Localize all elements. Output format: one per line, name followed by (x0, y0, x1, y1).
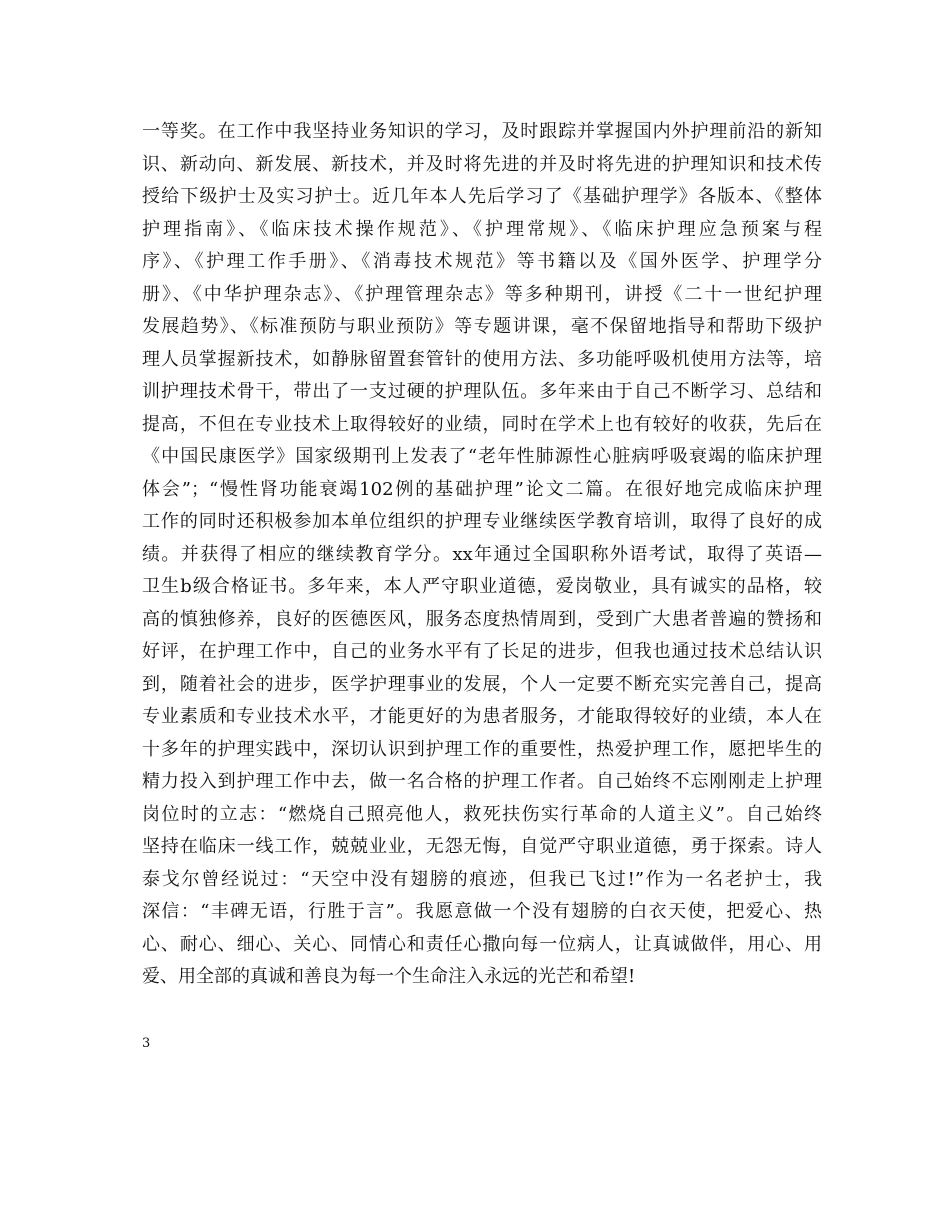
text-line: 理人员掌握新技术，如静脉留置套管针的使用方法、多功能呼吸机使用方法等，培 (142, 348, 822, 370)
text-line: 高的慎独修养，良好的医德医风，服务态度热情周到，受到广大患者普遍的赞扬和 (142, 608, 822, 630)
text-line: 绩。并获得了相应的继续教育学分。xx年通过全国职称外语考试，取得了英语— (142, 543, 822, 565)
text-line: 卫生b级合格证书。多年来，本人严守职业道德，爱岗敬业，具有诚实的品格，较 (142, 576, 822, 597)
page-number: 3 (142, 1036, 151, 1051)
text-line: 十多年的护理实践中，深切认识到护理工作的重要性，热爱护理工作，愿把毕生的 (142, 738, 822, 760)
text-line: 序》、《护理工作手册》、《消毒技术规范》等书籍以及《国外医学、护理学分 (142, 251, 822, 272)
text-line: 《中国民康医学》国家级期刊上发表了“老年性肺源性心脏病呼吸衰竭的临床护理 (142, 446, 822, 467)
text-line: 专业素质和专业技术水平，才能更好的为患者服务，才能取得较好的业绩，本人在 (142, 706, 822, 727)
text-line: 护理指南》、《临床技术操作规范》、《护理常规》、《临床护理应急预案与程 (142, 218, 822, 240)
text-line: 精力投入到护理工作中去，做一名合格的护理工作者。自己始终不忘刚刚走上护理 (142, 771, 822, 792)
text-line: 泰戈尔曾经说过：“天空中没有翅膀的痕迹，但我已飞过!”作为一名老护士，我 (142, 868, 822, 890)
text-line: 训护理技术骨干，带出了一支过硬的护理队伍。多年来由于自己不断学习、总结和 (142, 381, 822, 402)
text-line: 坚持在临床一线工作，兢兢业业，无怨无悔，自觉严守职业道德，勇于探索。诗人 (142, 836, 822, 857)
text-line: 识、新动向、新发展、新技术，并及时将先进的并及时将先进的护理知识和技术传 (142, 153, 822, 175)
text-line: 岗位时的立志：“燃烧自己照亮他人，救死扶伤实行革命的人道主义”。自己始终 (142, 803, 822, 825)
text-line: 提高，不但在专业技术上取得较好的业绩，同时在学术上也有较好的收获，先后在 (142, 413, 822, 435)
text-line: 到，随着社会的进步，医学护理事业的发展，个人一定要不断充实完善自己，提高 (142, 673, 822, 695)
text-line: 爱、用全部的真诚和善良为每一个生命注入永远的光芒和希望! (142, 966, 636, 987)
text-line: 体会”；“慢性肾功能衰竭102例的基础护理”论文二篇。在很好地完成临床护理 (142, 478, 822, 500)
text-line: 授给下级护士及实习护士。近几年本人先后学习了《基础护理学》各版本、《整体 (142, 186, 822, 207)
text-line: 好评，在护理工作中，自己的业务水平有了长足的进步，但我也通过技术总结认识 (142, 641, 822, 662)
text-line: 工作的同时还积极参加本单位组织的护理专业继续医学教育培训，取得了良好的成 (142, 511, 822, 532)
text-line: 心、耐心、细心、关心、同情心和责任心撒向每一位病人，让真诚做伴，用心、用 (142, 933, 822, 955)
text-line: 发展趋势》、《标准预防与职业预防》等专题讲课，毫不保留地指导和帮助下级护 (142, 316, 822, 337)
text-line: 一等奖。在工作中我坚持业务知识的学习，及时跟踪并掌握国内外护理前沿的新知 (142, 121, 822, 142)
text-line: 深信：“丰碑无语，行胜于言”。我愿意做一个没有翅膀的白衣天使，把爱心、热 (142, 901, 822, 922)
body-paragraph (142, 116, 822, 994)
text-line: 册》、《中华护理杂志》、《护理管理杂志》等多种期刊，讲授《二十一世纪护理 (142, 283, 822, 305)
